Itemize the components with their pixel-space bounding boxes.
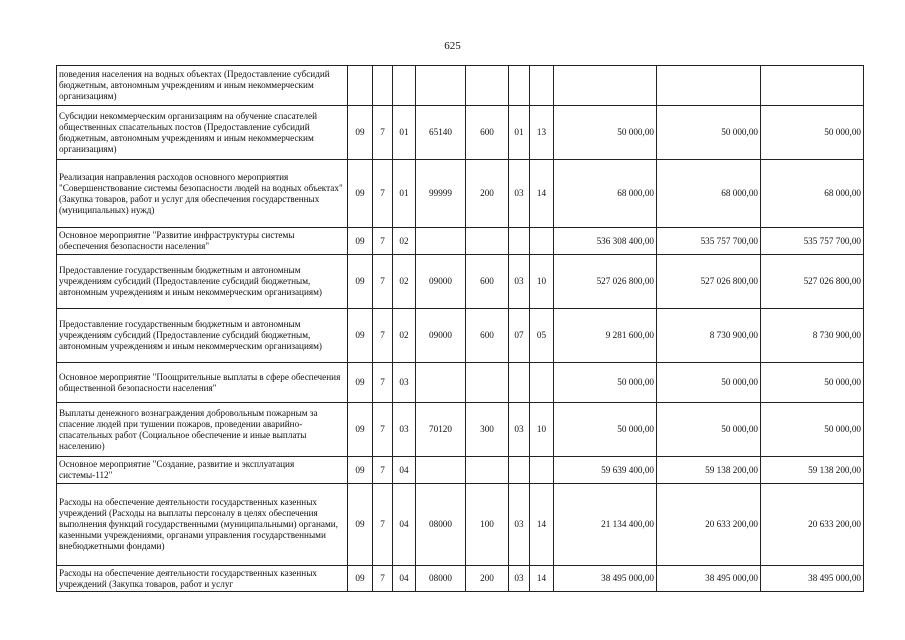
cell-om: 02	[393, 309, 416, 363]
cell-s3: 50 000,00	[761, 106, 864, 160]
cell-rz: 03	[509, 566, 530, 592]
cell-om: 02	[393, 255, 416, 309]
cell-pr: 14	[530, 566, 554, 592]
cell-pr: 05	[530, 309, 554, 363]
cell-name: Основное мероприятие "Развитие инфраструктуры системы обеспечения безопасности населения"	[57, 228, 348, 255]
cell-s2: 20 633 200,00	[657, 484, 761, 566]
cell-sub: 7	[373, 106, 393, 160]
cell-vr	[466, 457, 509, 484]
cell-vr: 300	[466, 403, 509, 457]
cell-s3: 50 000,00	[761, 403, 864, 457]
cell-s2: 535 757 700,00	[657, 228, 761, 255]
table-row	[57, 363, 864, 403]
cell-pr	[530, 457, 554, 484]
cell-gp: 09	[348, 363, 373, 403]
cell-om: 03	[393, 403, 416, 457]
cell-vr	[466, 228, 509, 255]
cell-dir	[416, 66, 466, 106]
cell-sub	[373, 66, 393, 106]
cell-rz	[509, 457, 530, 484]
cell-om: 01	[393, 106, 416, 160]
cell-s2: 527 026 800,00	[657, 255, 761, 309]
cell-dir: 08000	[416, 566, 466, 592]
cell-pr: 10	[530, 255, 554, 309]
cell-vr: 600	[466, 106, 509, 160]
cell-gp: 09	[348, 566, 373, 592]
cell-name: Предоставление государственным бюджетным и автономным учреждениям субсидий (Предоставление субсидий бюджетным, автономным учреждениям и иным некоммерческим организациям)	[57, 309, 348, 363]
cell-s1: 50 000,00	[554, 106, 657, 160]
cell-pr	[530, 363, 554, 403]
cell-s1	[554, 66, 657, 106]
cell-s3: 20 633 200,00	[761, 484, 864, 566]
cell-vr	[466, 66, 509, 106]
cell-dir: 08000	[416, 484, 466, 566]
cell-name: Основное мероприятие "Поощрительные выплаты в сфере обеспечения общественной безопасности населения"	[57, 363, 348, 403]
cell-s3: 535 757 700,00	[761, 228, 864, 255]
cell-sub: 7	[373, 566, 393, 592]
cell-sub: 7	[373, 403, 393, 457]
cell-om: 04	[393, 484, 416, 566]
table-row	[57, 66, 864, 106]
cell-gp: 09	[348, 403, 373, 457]
cell-rz: 03	[509, 160, 530, 228]
cell-s3: 527 026 800,00	[761, 255, 864, 309]
cell-rz: 03	[509, 255, 530, 309]
cell-rz	[509, 228, 530, 255]
cell-om	[393, 66, 416, 106]
cell-vr	[466, 363, 509, 403]
cell-dir: 99999	[416, 160, 466, 228]
cell-s1: 9 281 600,00	[554, 309, 657, 363]
cell-vr: 200	[466, 566, 509, 592]
cell-rz: 07	[509, 309, 530, 363]
table-row	[57, 160, 864, 228]
cell-s1: 38 495 000,00	[554, 566, 657, 592]
cell-s2	[657, 66, 761, 106]
table-row	[57, 403, 864, 457]
cell-sub: 7	[373, 309, 393, 363]
cell-s1: 68 000,00	[554, 160, 657, 228]
cell-name: Предоставление государственным бюджетным и автономным учреждениям субсидий (Предоставление субсидий бюджетным, автономным учреждениям и иным некоммерческим организациям)	[57, 255, 348, 309]
cell-s3: 68 000,00	[761, 160, 864, 228]
cell-s2: 8 730 900,00	[657, 309, 761, 363]
cell-pr	[530, 228, 554, 255]
cell-s3: 38 495 000,00	[761, 566, 864, 592]
cell-om: 02	[393, 228, 416, 255]
cell-om: 03	[393, 363, 416, 403]
cell-sub: 7	[373, 160, 393, 228]
page-number: 625	[444, 40, 461, 52]
cell-s1: 536 308 400,00	[554, 228, 657, 255]
cell-pr: 13	[530, 106, 554, 160]
cell-s2: 38 495 000,00	[657, 566, 761, 592]
cell-rz: 01	[509, 106, 530, 160]
cell-s2: 50 000,00	[657, 403, 761, 457]
cell-s2: 68 000,00	[657, 160, 761, 228]
cell-sub: 7	[373, 457, 393, 484]
cell-gp: 09	[348, 106, 373, 160]
cell-s1: 50 000,00	[554, 403, 657, 457]
cell-gp: 09	[348, 255, 373, 309]
table-row	[57, 484, 864, 566]
cell-pr: 14	[530, 160, 554, 228]
cell-pr: 14	[530, 484, 554, 566]
cell-vr: 600	[466, 309, 509, 363]
cell-dir	[416, 363, 466, 403]
cell-om: 04	[393, 457, 416, 484]
cell-s2: 50 000,00	[657, 106, 761, 160]
cell-s3: 50 000,00	[761, 363, 864, 403]
table-body	[57, 66, 864, 592]
cell-vr: 600	[466, 255, 509, 309]
cell-rz: 03	[509, 403, 530, 457]
cell-name: поведения населения на водных объектах (Предоставление субсидий бюджетным, автономным учреждениям и иным некоммерческим организациям)	[57, 66, 348, 106]
cell-dir	[416, 457, 466, 484]
cell-name: Субсидии некоммерческим организациям на обучение спасателей общественных спасательных постов (Предоставление субсидий бюджетным, автономным учреждениям и иным некоммерческим организациям)	[57, 106, 348, 160]
cell-s1: 527 026 800,00	[554, 255, 657, 309]
table-row	[57, 255, 864, 309]
cell-gp: 09	[348, 484, 373, 566]
table-row	[57, 457, 864, 484]
cell-gp: 09	[348, 309, 373, 363]
cell-s1: 21 134 400,00	[554, 484, 657, 566]
cell-sub: 7	[373, 484, 393, 566]
cell-gp: 09	[348, 228, 373, 255]
cell-s1: 59 639 400,00	[554, 457, 657, 484]
cell-s3: 8 730 900,00	[761, 309, 864, 363]
cell-s3: 59 138 200,00	[761, 457, 864, 484]
cell-s3	[761, 66, 864, 106]
cell-sub: 7	[373, 255, 393, 309]
cell-om: 01	[393, 160, 416, 228]
cell-vr: 200	[466, 160, 509, 228]
cell-s2: 50 000,00	[657, 363, 761, 403]
cell-s2: 59 138 200,00	[657, 457, 761, 484]
table-row	[57, 228, 864, 255]
cell-pr	[530, 66, 554, 106]
cell-rz: 03	[509, 484, 530, 566]
cell-name: Расходы на обеспечение деятельности государственных казенных учреждений (Расходы на выплаты персоналу в целях обеспечения выполнения функций государственными (муниципальными) органами, казенными учреждениями, органами управления государственными внебюджетными фондами)	[57, 484, 348, 566]
cell-sub: 7	[373, 363, 393, 403]
cell-name: Реализация направления расходов основного мероприятия "Совершенствование системы безопасности людей на водных объектах" (Закупка товаров, работ и услуг для обеспечения государственных (муниципальных) нужд)	[57, 160, 348, 228]
cell-gp	[348, 66, 373, 106]
cell-rz	[509, 66, 530, 106]
cell-gp: 09	[348, 160, 373, 228]
cell-dir: 09000	[416, 255, 466, 309]
cell-gp: 09	[348, 457, 373, 484]
cell-pr: 10	[530, 403, 554, 457]
cell-dir: 65140	[416, 106, 466, 160]
cell-om: 04	[393, 566, 416, 592]
budget-table	[56, 65, 864, 592]
cell-dir	[416, 228, 466, 255]
cell-s1: 50 000,00	[554, 363, 657, 403]
cell-dir: 70120	[416, 403, 466, 457]
cell-name: Выплаты денежного вознаграждения добровольным пожарным за спасение людей при тушении пожаров, проведении аварийно-спасательных работ (Социальное обеспечение и иные выплаты населению)	[57, 403, 348, 457]
cell-vr: 100	[466, 484, 509, 566]
table-row	[57, 106, 864, 160]
cell-name: Расходы на обеспечение деятельности государственных казенных учреждений (Закупка товаров, работ и услуг	[57, 566, 348, 592]
cell-rz	[509, 363, 530, 403]
table-row	[57, 309, 864, 363]
cell-sub: 7	[373, 228, 393, 255]
cell-dir: 09000	[416, 309, 466, 363]
table-row	[57, 566, 864, 592]
cell-name: Основное мероприятие "Создание, развитие и эксплуатация системы-112"	[57, 457, 348, 484]
